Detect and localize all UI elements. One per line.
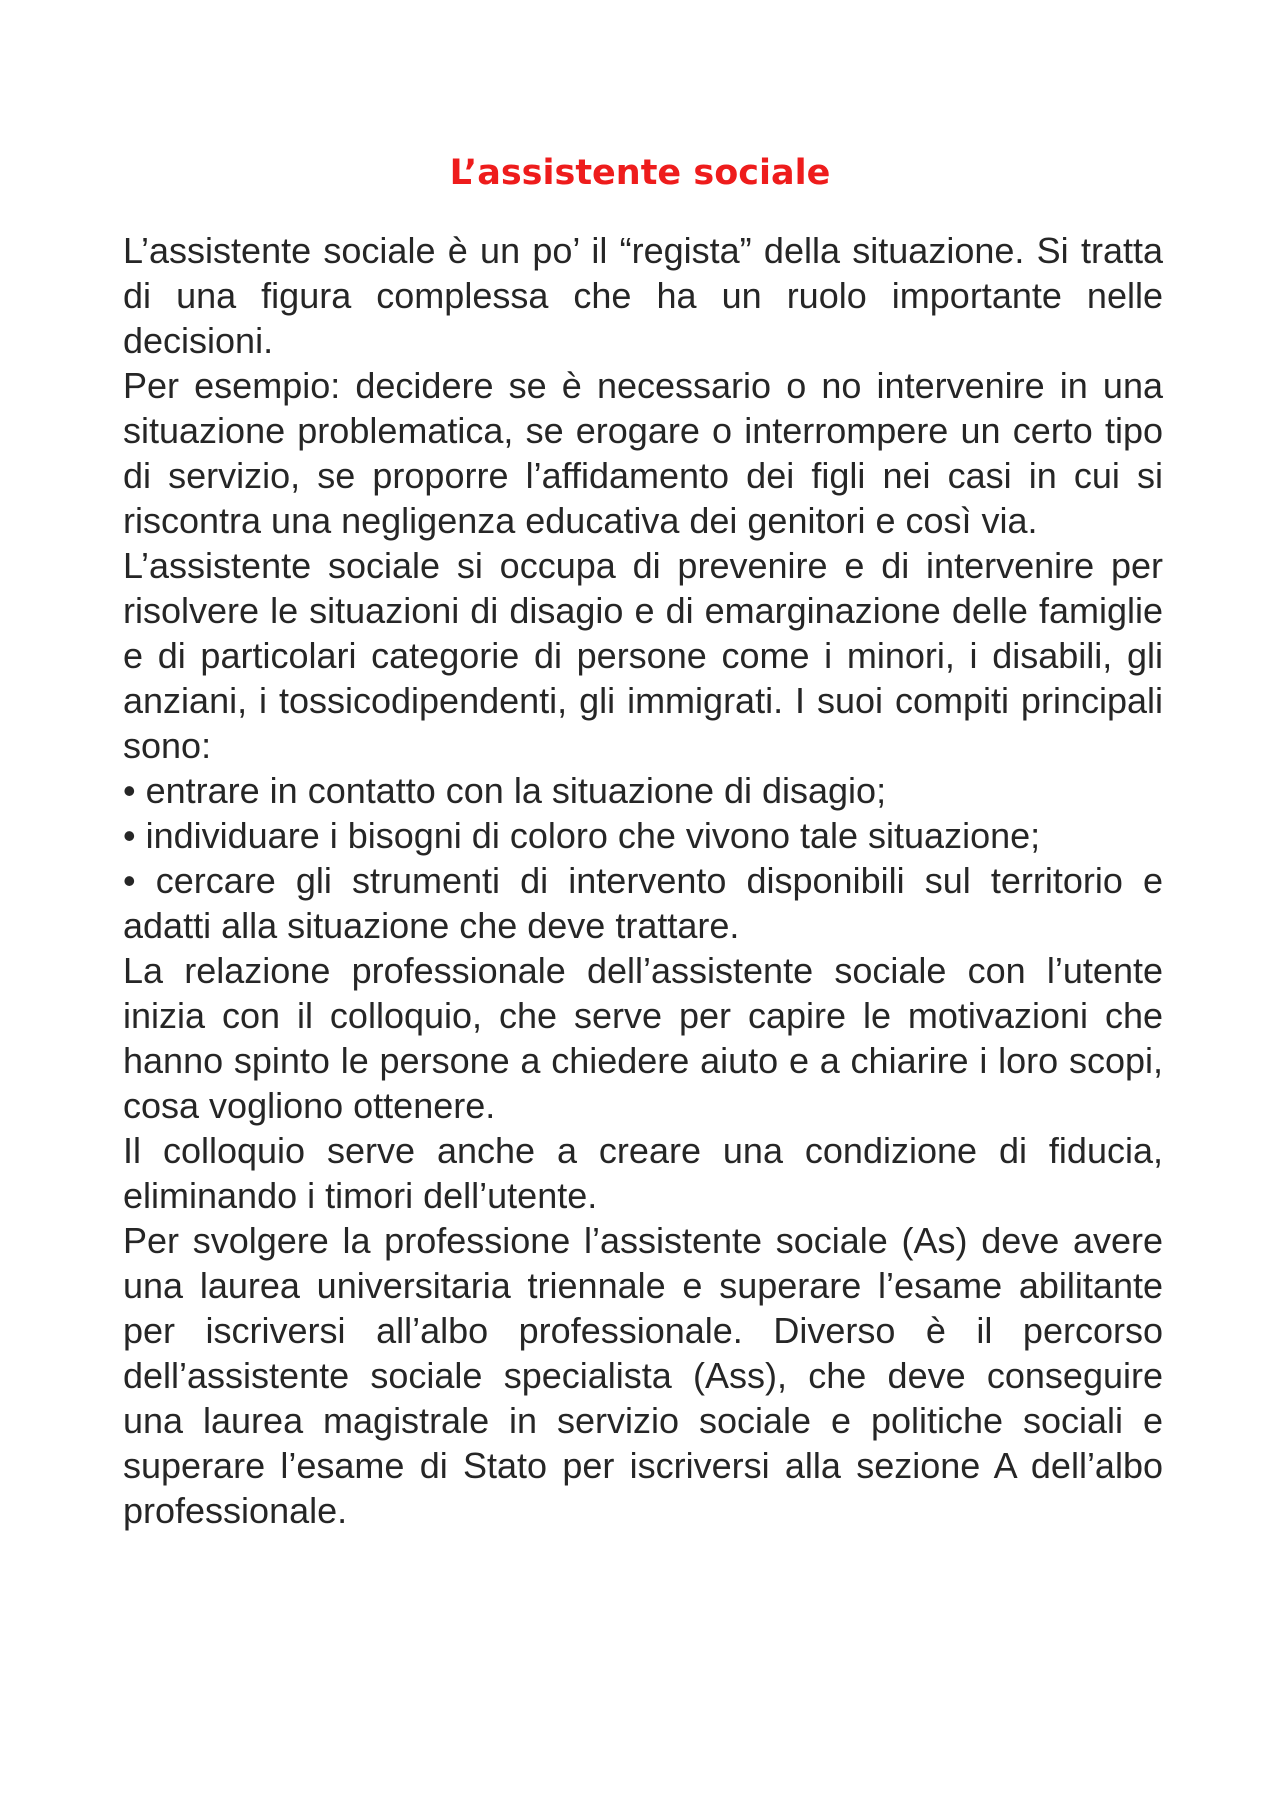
paragraph-relationship: La relazione professionale dell’assistente sociale con l’utente inizia con il colloquio, che serve per capire le motivazioni che hanno spinto le persone a chiedere aiuto e a chiarire i loro scopi, cosa vogliono ottenere.: [123, 950, 1163, 1126]
paragraph-intro: L’assistente sociale è un po’ il “regista” della situazione. Si tratta di una figura complessa che ha un ruolo importante nelle decisioni.: [123, 230, 1163, 361]
document-body: [123, 228, 1163, 1533]
paragraph-education: Per svolgere la professione l’assistente sociale (As) deve avere una laurea universitaria triennale e superare l’esame abilitante per iscriversi all’albo professionale. Diverso è il percorso dell’assistente sociale specialista (Ass), che deve conseguire una laurea magistrale in servizio sociale e politiche sociali e superare l’esame di Stato per iscriversi alla sezione A dell’albo professionale.: [123, 1220, 1163, 1531]
paragraph-role: L’assistente sociale si occupa di prevenire e di intervenire per risolvere le situazioni di disagio e di emarginazione delle famiglie e di particolari categorie di persone come i minori, i disabili, gli anziani, i tossicodipendenti, gli immigrati. I suoi compiti principali sono:: [123, 545, 1163, 766]
bullet-item: • entrare in contatto con la situazione di disagio;: [123, 770, 887, 811]
bullet-item: • individuare i bisogni di coloro che vivono tale situazione;: [123, 815, 1041, 856]
bullet-item: • cercare gli strumenti di intervento disponibili sul territorio e adatti alla situazione che deve trattare.: [123, 860, 1163, 946]
paragraph-interview: Il colloquio serve anche a creare una condizione di fiducia, eliminando i timori dell’utente.: [123, 1130, 1163, 1216]
page-title: L’assistente sociale: [449, 153, 831, 193]
paragraph-examples: Per esempio: decidere se è necessario o no intervenire in una situazione problematica, se erogare o interrompere un certo tipo di servizio, se proporre l’affidamento dei figli nei casi in cui si riscontra una negligenza educativa dei genitori e così via.: [123, 365, 1163, 541]
